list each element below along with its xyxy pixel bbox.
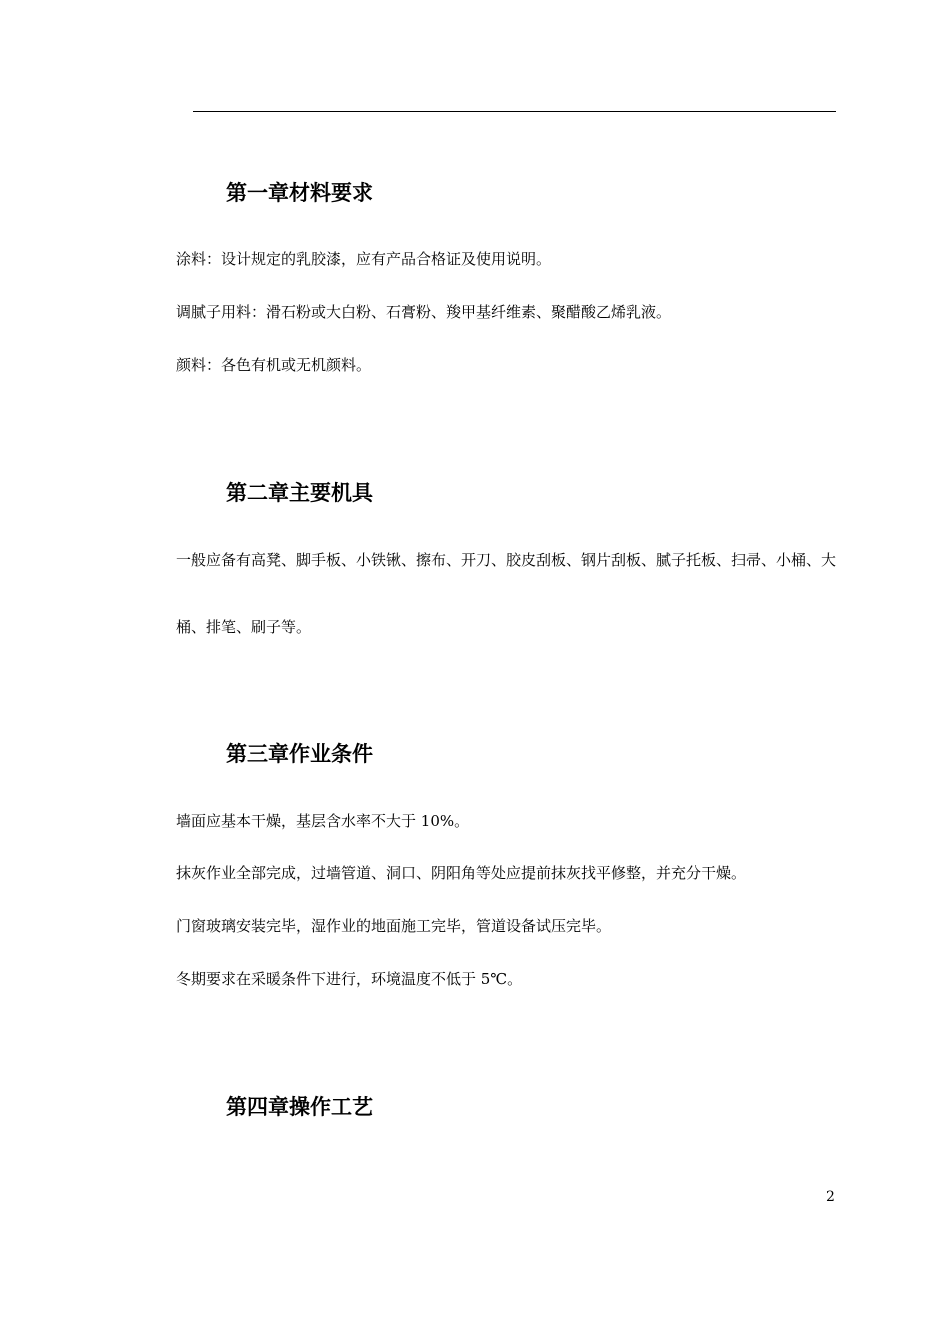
paragraph-winter-requirement: 冬期要求在采暖条件下进行，环境温度不低于 5℃。 bbox=[176, 970, 523, 988]
section-heading-process: 第四章操作工艺 bbox=[226, 1095, 373, 1119]
section-heading-materials: 第一章材料要求 bbox=[226, 181, 373, 205]
paragraph-plastering-complete: 抹灰作业全部完成，过墙管道、洞口、阴阳角等处应提前抹灰找平修整，并充分干燥。 bbox=[176, 864, 747, 882]
paragraph-tools-line1: 一般应备有高凳、脚手板、小铁锹、擦布、开刀、胶皮刮板、钢片刮板、腻子托板、扫帚、小桶、大 bbox=[176, 551, 837, 569]
section-heading-tools: 第二章主要机具 bbox=[226, 481, 373, 505]
paragraph-tools-line2: 桶、排笔、刷子等。 bbox=[176, 618, 312, 636]
paragraph-wall-dryness: 墙面应基本干燥，基层含水率不大于 10%。 bbox=[176, 812, 470, 830]
paragraph-coating: 涂料：设计规定的乳胶漆，应有产品合格证及使用说明。 bbox=[176, 250, 552, 268]
paragraph-pigment: 颜料：各色有机或无机颜料。 bbox=[176, 356, 372, 374]
paragraph-putty-materials: 调腻子用料：滑石粉或大白粉、石膏粉、羧甲基纤维素、聚醋酸乙烯乳液。 bbox=[176, 303, 672, 321]
section-heading-conditions: 第三章作业条件 bbox=[226, 742, 373, 766]
page-number: 2 bbox=[826, 1189, 835, 1205]
header-rule bbox=[193, 111, 836, 112]
paragraph-windows-installed: 门窗玻璃安装完毕，湿作业的地面施工完毕，管道设备试压完毕。 bbox=[176, 917, 612, 935]
